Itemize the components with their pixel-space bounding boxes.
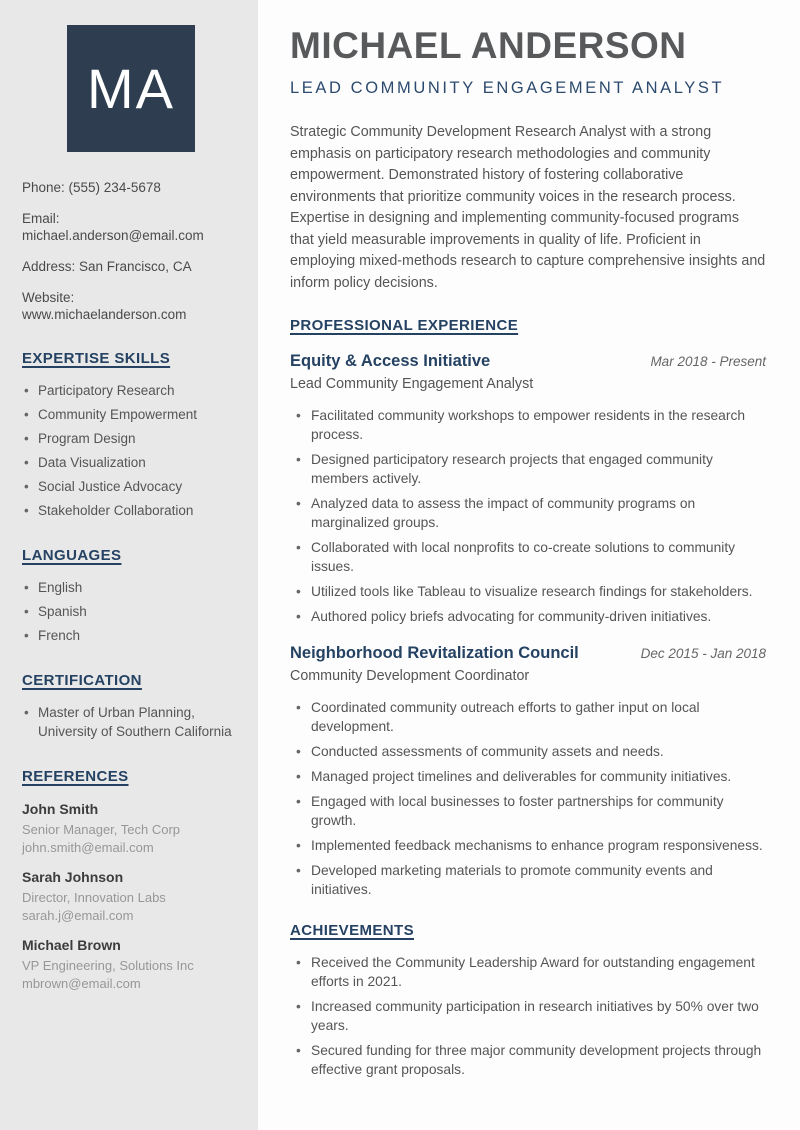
monogram-badge (67, 25, 195, 152)
language-item: • English (22, 578, 240, 597)
job-company: Equity & Access Initiative (290, 352, 491, 370)
job-bullet: • Facilitated community workshops to empower residents in the research process. (290, 406, 766, 444)
job-bullet: • Implemented feedback mechanisms to enhance program responsiveness. (290, 836, 766, 855)
skill-item: • Program Design (22, 429, 240, 448)
job-bullet: • Analyzed data to assess the impact of community programs on marginalized groups. (290, 494, 766, 532)
monogram-initials: MA (87, 57, 175, 120)
section-heading-references: REFERENCES (22, 768, 129, 785)
reference-role: Senior Manager, Tech Corp (22, 822, 181, 837)
job-bullet: • Collaborated with local nonprofits to co-create solutions to community issues. (290, 538, 766, 576)
achievement-bullet: • Received the Community Leadership Award for outstanding engagement efforts in 2021. (290, 953, 766, 991)
email-line: Email: michael.anderson@email.com (22, 211, 204, 243)
skill-item: • Data Visualization (22, 453, 240, 472)
sidebar (0, 0, 258, 1130)
address-line: Address: San Francisco, CA (22, 259, 192, 274)
job-role: Lead Community Engagement Analyst (290, 376, 534, 392)
job-bullet: • Conducted assessments of community assets and needs. (290, 742, 766, 761)
job-bullet-list (290, 698, 766, 899)
reference-email: mbrown@email.com (22, 975, 141, 991)
website-line: Website: www.michaelanderson.com (22, 290, 187, 322)
job-bullet: • Utilized tools like Tableau to visualize research findings for stakeholders. (290, 582, 766, 601)
section-heading-professional-experience: PROFESSIONAL EXPERIENCE (290, 317, 519, 334)
achievement-bullet: • Secured funding for three major community development projects through effective grant proposals. (290, 1041, 766, 1079)
job-bullet: • Developed marketing materials to promote community events and initiatives. (290, 861, 766, 899)
reference-entry (22, 937, 240, 992)
person-name: MICHAEL ANDERSON (290, 25, 687, 66)
reference-email: sarah.j@email.com (22, 907, 134, 923)
reference-role: Director, Innovation Labs (22, 890, 166, 905)
job-role: Community Development Coordinator (290, 668, 530, 684)
job-dates: Mar 2018 - Present (650, 354, 766, 369)
professional-summary: Strategic Community Development Research Analyst with a strong emphasis on participatory research methodologies and community empowerment. Demonstrated history of fostering collaborative environments that prioritize community voices in the research process. Expertise in designing and implementing community-focused programs that yield measurable improvements in quality of life. Proficient in employing mixed-methods research to capture comprehensive insights and inform policy decisions. (290, 124, 766, 291)
section-heading-languages: LANGUAGES (22, 547, 122, 564)
section-heading-achievements: ACHIEVEMENTS (290, 922, 414, 939)
skill-item: • Community Empowerment (22, 405, 240, 424)
person-job-title: LEAD COMMUNITY ENGAGEMENT ANALYST (290, 79, 725, 97)
reference-name: Michael Brown (22, 937, 121, 953)
main-content (258, 0, 800, 1130)
contact-info (22, 179, 240, 323)
job-bullet: • Engaged with local businesses to foster partnerships for community growth. (290, 792, 766, 830)
languages-list (22, 578, 240, 645)
skill-item: • Stakeholder Collaboration (22, 501, 240, 520)
reference-entry (22, 869, 240, 924)
job-company: Neighborhood Revitalization Council (290, 644, 579, 662)
job-header (290, 352, 766, 371)
certification-item: • Master of Urban Planning, University of Southern California (22, 703, 240, 741)
reference-role: VP Engineering, Solutions Inc (22, 958, 194, 973)
certification-list (22, 703, 240, 741)
references-list (22, 801, 240, 992)
language-item: • Spanish (22, 602, 240, 621)
job-entry (290, 352, 766, 626)
job-bullet-list (290, 406, 766, 626)
expertise-skills-list (22, 381, 240, 520)
reference-entry (22, 801, 240, 856)
job-dates: Dec 2015 - Jan 2018 (640, 646, 766, 661)
job-bullet: • Designed participatory research projects that engaged community members actively. (290, 450, 766, 488)
job-bullet: • Managed project timelines and deliverables for community initiatives. (290, 767, 766, 786)
job-bullet: • Authored policy briefs advocating for community-driven initiatives. (290, 607, 766, 626)
reference-email: john.smith@email.com (22, 839, 154, 855)
reference-name: John Smith (22, 801, 99, 817)
section-heading-expertise-skills: EXPERTISE SKILLS (22, 350, 171, 367)
phone-line: Phone: (555) 234-5678 (22, 180, 161, 195)
achievements-list (290, 953, 766, 1079)
achievement-bullet: • Increased community participation in research initiatives by 50% over two years. (290, 997, 766, 1035)
skill-item: • Social Justice Advocacy (22, 477, 240, 496)
job-bullet: • Coordinated community outreach efforts to gather input on local development. (290, 698, 766, 736)
job-header (290, 644, 766, 663)
skill-item: • Participatory Research (22, 381, 240, 400)
section-heading-certification: CERTIFICATION (22, 672, 142, 689)
job-entry (290, 644, 766, 899)
language-item: • French (22, 626, 240, 645)
reference-name: Sarah Johnson (22, 869, 124, 885)
